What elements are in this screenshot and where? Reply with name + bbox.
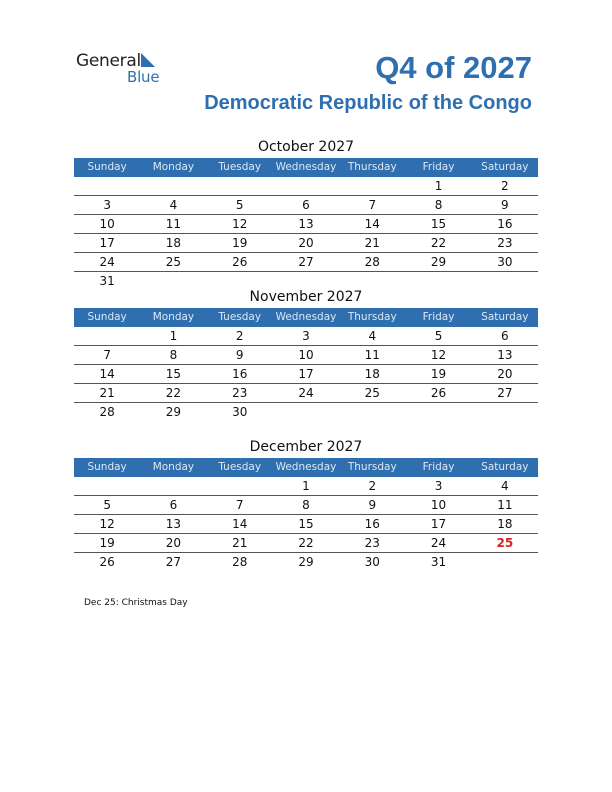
day-cell: 30 [497,255,513,269]
day-cell: 29 [298,555,314,569]
day-cell: 14 [232,517,248,531]
day-cell: 15 [430,217,447,231]
day-cell: 12 [430,348,447,362]
day-cell: 22 [165,386,182,400]
day-cell: 18 [165,236,182,250]
day-cell: 13 [497,348,513,362]
day-cell [472,403,538,421]
day-cell: 25 [165,255,182,269]
day-cell: 10 [430,498,447,512]
day-cell: 10 [99,217,115,231]
week-row [74,234,538,253]
day-cell: 10 [298,348,314,362]
week-row [74,477,538,496]
day-cell: 9 [501,198,509,212]
day-cell: 14 [99,367,115,381]
day-cell: 27 [165,555,182,569]
weekday-header [74,308,538,327]
week-row [74,177,538,196]
month-title: December 2027 [249,439,363,455]
weekday-label: Saturday [481,161,529,173]
day-cell: 19 [99,536,115,550]
weekday-header [74,458,538,477]
day-cell: 9 [368,498,377,512]
day-cell [207,477,273,495]
day-cell [74,177,140,195]
day-cell: 7 [235,498,244,512]
day-cell: 26 [430,386,447,400]
week-row [74,515,538,534]
day-cell: 28 [364,255,380,269]
day-cell [472,553,538,571]
weekday-label: Monday [152,161,195,173]
weekday-label: Wednesday [275,311,337,323]
day-cell: 15 [298,517,314,531]
general-blue-logo [76,51,176,91]
day-cell: 24 [99,255,115,269]
weekday-label: Friday [422,311,455,323]
day-cell: 11 [364,348,380,362]
week-row [74,384,538,403]
day-cell: 15 [165,367,182,381]
weekday-label: Monday [152,461,195,473]
day-cell: 1 [302,479,310,493]
weekday-label: Sunday [87,161,127,173]
day-cell: 21 [99,386,115,400]
day-cell [273,403,339,421]
logo-triangle-icon [141,53,155,67]
day-cell: 28 [99,405,115,419]
day-cell: 6 [302,198,310,212]
day-cell: 3 [302,329,310,343]
day-cell: 4 [169,198,178,212]
holiday-note: Dec 25: Christmas Day [84,598,188,608]
day-cell: 21 [232,536,248,550]
day-cell: 24 [430,536,447,550]
weekday-label: Thursday [347,311,397,323]
day-cell [74,327,140,345]
day-cell [74,477,140,495]
day-cell: 2 [368,479,377,493]
weekday-label: Thursday [347,461,397,473]
month-title: November 2027 [249,289,363,305]
day-cell: 19 [232,236,248,250]
day-cell [140,177,206,195]
month-title: October 2027 [257,139,355,155]
day-cell: 24 [298,386,314,400]
day-cell: 20 [165,536,182,550]
day-cell: 22 [298,536,314,550]
country-name: Democratic Republic of the Congo [204,92,532,114]
week-row [74,215,538,234]
day-cell: 18 [497,517,513,531]
day-cell: 17 [99,236,115,250]
day-cell: 4 [501,479,509,493]
weekday-label: Friday [422,161,455,173]
day-cell: 2 [501,179,509,193]
day-cell: 14 [364,217,380,231]
day-cell: 16 [232,367,248,381]
day-cell: 17 [430,517,447,531]
day-cell: 6 [501,329,509,343]
page-title: Q4 of 2027 [375,50,532,85]
week-row [74,346,538,365]
day-cell: 18 [364,367,380,381]
month-november [74,286,538,421]
day-cell: 13 [165,517,182,531]
day-cell [339,403,405,421]
weekday-label: Wednesday [275,461,337,473]
logo-text-blue: Blue [127,68,160,86]
weekday-label: Saturday [481,461,529,473]
day-cell [140,477,206,495]
day-cell: 23 [497,236,513,250]
day-cell: 7 [368,198,377,212]
week-row [74,196,538,215]
day-cell: 25 [364,386,380,400]
weekday-label: Sunday [87,311,127,323]
day-cell: 11 [497,498,513,512]
day-cell: 1 [169,329,178,343]
day-cell: 31 [430,555,447,569]
week-row [74,403,538,421]
day-cell: 8 [434,198,443,212]
day-cell: 29 [430,255,447,269]
logo-text-general: General [76,51,141,71]
day-cell [339,177,405,195]
week-row [74,253,538,272]
month-december [74,436,538,571]
day-cell: 20 [298,236,314,250]
day-cell: 9 [235,348,244,362]
day-cell: 4 [368,329,377,343]
week-row [74,553,538,571]
weekday-label: Friday [422,461,455,473]
weekday-label: Wednesday [275,161,337,173]
day-cell [405,403,471,421]
day-cell: 23 [232,386,248,400]
day-cell [273,177,339,195]
day-cell: 20 [497,367,513,381]
day-cell: 30 [232,405,248,419]
day-cell: 19 [430,367,447,381]
weekday-label: Tuesday [218,311,262,323]
day-cell: 22 [430,236,447,250]
day-cell: 21 [364,236,380,250]
day-cell: 17 [298,367,314,381]
holiday-day-cell: 25 [496,536,514,550]
day-cell: 3 [103,198,111,212]
day-cell: 8 [169,348,178,362]
day-cell: 26 [99,555,115,569]
day-cell: 2 [235,329,244,343]
day-cell: 13 [298,217,314,231]
day-cell [207,177,273,195]
day-cell: 11 [165,217,182,231]
day-cell: 12 [99,517,115,531]
weekday-label: Sunday [87,461,127,473]
day-cell: 7 [103,348,111,362]
day-cell: 5 [235,198,244,212]
day-cell: 31 [99,274,115,288]
day-cell: 16 [364,517,380,531]
day-cell: 1 [434,179,443,193]
day-cell: 5 [434,329,443,343]
weekday-label: Tuesday [218,161,262,173]
day-cell: 26 [232,255,248,269]
day-cell: 16 [497,217,513,231]
day-cell: 8 [302,498,310,512]
day-cell: 28 [232,555,248,569]
day-cell: 27 [497,386,513,400]
weekday-label: Tuesday [218,461,262,473]
day-cell: 29 [165,405,182,419]
day-cell: 12 [232,217,248,231]
weekday-header [74,158,538,177]
weekday-label: Thursday [347,161,397,173]
week-row [74,534,538,553]
month-october [74,136,538,290]
day-cell: 5 [103,498,111,512]
day-cell: 27 [298,255,314,269]
week-row [74,365,538,384]
week-row [74,327,538,346]
weekday-label: Monday [152,311,195,323]
week-row [74,496,538,515]
weekday-label: Saturday [481,311,529,323]
day-cell: 23 [364,536,380,550]
day-cell: 30 [364,555,380,569]
day-cell: 6 [169,498,178,512]
day-cell: 3 [434,479,443,493]
